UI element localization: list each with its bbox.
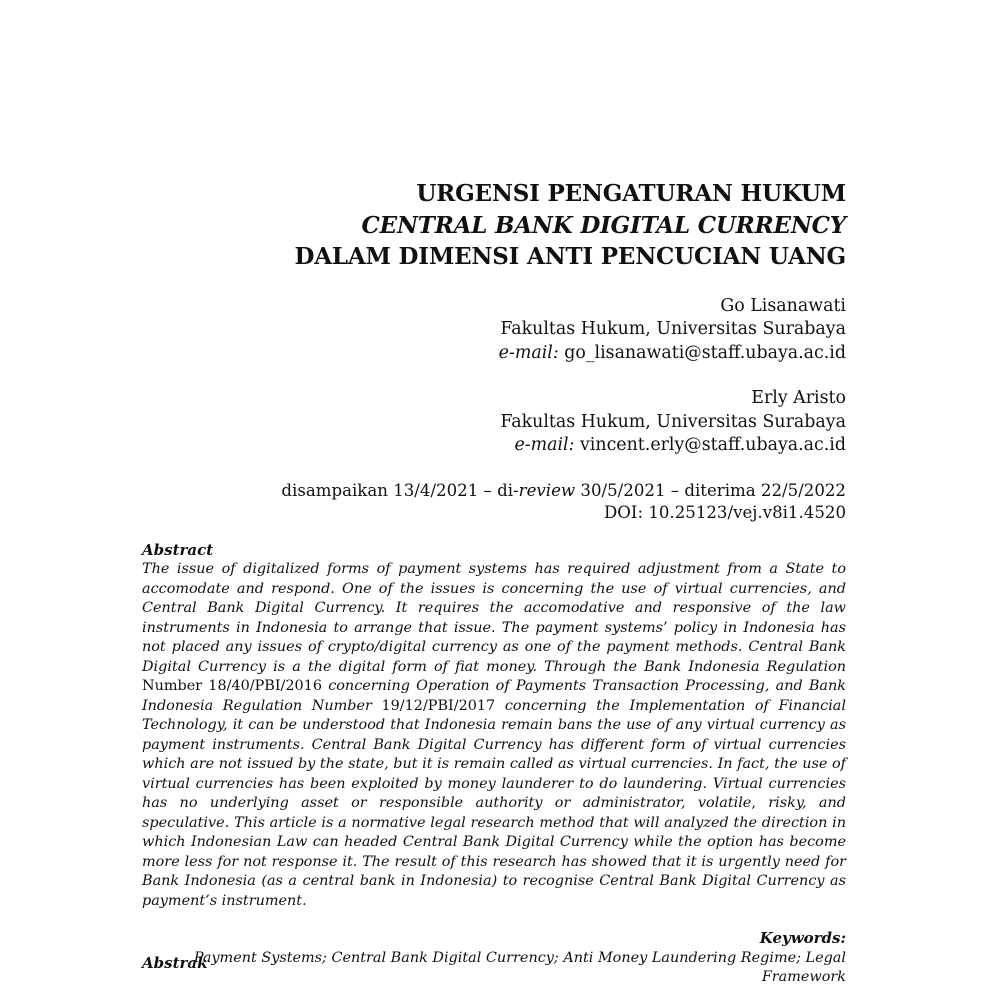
abstract-regulation-1: Number 18/40/PBI/2016 (142, 678, 323, 694)
abstract-heading: Abstract (142, 540, 214, 559)
title-line-2: CENTRAL BANK DIGITAL CURRENCY (361, 211, 846, 239)
abstract-part-2: concerning Operation of Payments Transaction Processing, and Bank Indonesia Regulation Number (142, 678, 846, 714)
keywords-heading: Keywords: (759, 929, 846, 947)
author-name: Go Lisanawati (720, 295, 846, 316)
dates-line (142, 480, 846, 503)
keywords-section (142, 929, 846, 988)
author-email-line (142, 342, 846, 366)
email-label: e-mail: (498, 342, 559, 363)
paper-front-page (142, 178, 846, 988)
email-label: e-mail: (514, 435, 575, 455)
title-line-3: DALAM DIMENSI ANTI PENCUCIAN UANG (294, 243, 846, 270)
author-1 (142, 295, 846, 366)
author-list (142, 295, 846, 458)
abstract-section (142, 541, 846, 912)
date-reviewed-accepted: 30/5/2021 – diterima 22/5/2022 (575, 480, 846, 500)
abstract-part-3: concerning the Implementation of Financial Technology, it can be understood that Indonesia remain bans the use of any virtual currency as payment instruments. Central Bank Digital Currency has different form of virtual currencies which are not issued by the state, but it is remain called as virtual currencies. In fact, the use of virtual currencies has been exploited by money launderer to do laundering. Virtual currencies has no underlying asset or responsible authority or administrator, volatile, risky, and speculative. This article is a normative legal research method that will analyzed the direction in which Indonesian Law can headed Central Bank Digital Currency while the option has become more less for not response it. The result of this research has showed that it is urgently need for Bank Indonesia (as a central bank in Indonesia) to recognise Central Bank Digital Currency as payment’s instrument. (142, 697, 846, 909)
author-2 (142, 387, 846, 458)
author-email[interactable]: go_lisanawati@staff.ubaya.ac.id (564, 342, 846, 363)
author-affiliation: Fakultas Hukum, Universitas Surabaya (500, 411, 846, 432)
publication-dates (142, 480, 846, 525)
date-review-word: review (518, 480, 576, 500)
doi[interactable]: DOI: 10.25123/vej.v8i1.4520 (603, 503, 846, 522)
abstract-regulation-2: 19/12/PBI/2017 (381, 697, 496, 714)
abstract-part-1: The issue of digitalized forms of payment systems has required adjustment from a State to accomodate and respond. One of the issues is concerning the use of virtual currencies, and Central Bank Digital Currency. It requires the accomodative and responsive of the law instruments in Indonesia to arrange that issue. The payment systems’ policy in Indonesia has not placed any issues of crypto/digital currency as one of the payment methods. Central Bank Digital Currency is a the digital form of fiat money. Through the Bank Indonesia Regulation (142, 561, 846, 675)
author-email[interactable]: vincent.erly@staff.ubaya.ac.id (579, 435, 846, 455)
author-email-line (142, 434, 846, 458)
keywords-text: Payment Systems; Central Bank Digital Currency; Anti Money Laundering Regime; Legal Framework (193, 949, 846, 985)
title-line-1: URGENSI PENGATURAN HUKUM (416, 180, 846, 207)
abstrak-heading: Abstrak (142, 954, 208, 972)
author-name: Erly Aristo (751, 388, 846, 408)
author-affiliation: Fakultas Hukum, Universitas Surabaya (500, 319, 846, 339)
abstract-text (142, 560, 846, 911)
date-submitted: disampaikan 13/4/2021 – di- (281, 480, 519, 500)
paper-title (142, 178, 846, 273)
